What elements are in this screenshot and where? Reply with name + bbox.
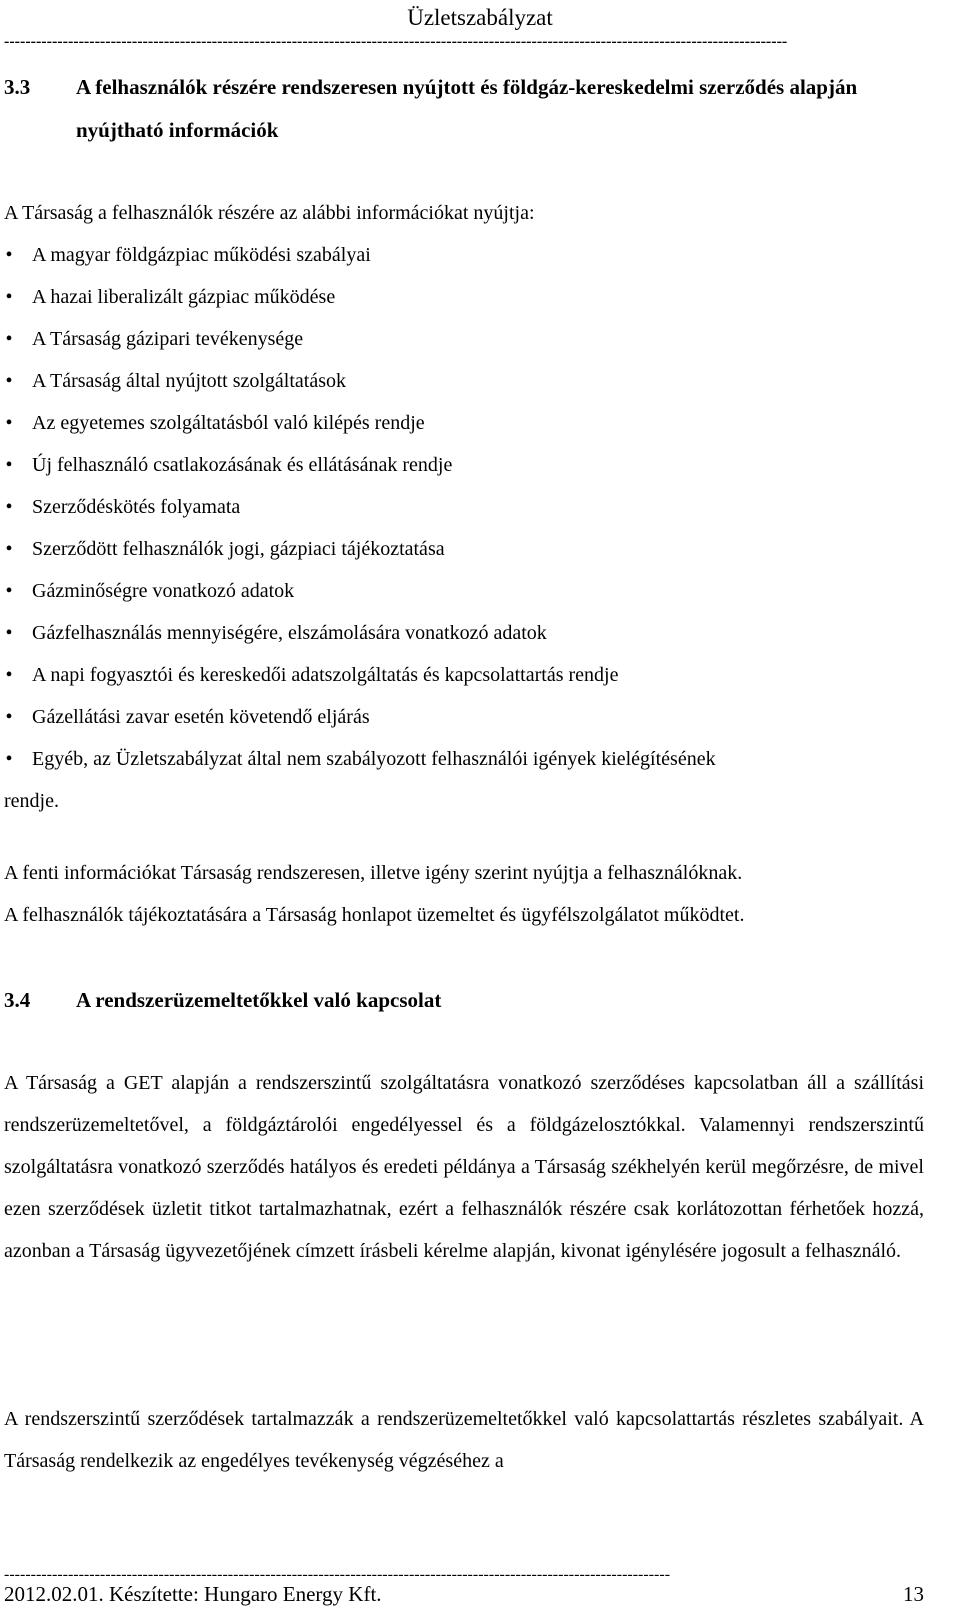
bullet-icon: • — [5, 580, 13, 602]
list-item: • A Társaság gázipari tevékenysége — [4, 318, 924, 360]
section-number: 3.4 — [4, 988, 31, 1012]
bullet-icon: • — [5, 664, 13, 686]
section-title: A rendszerüzemeltetőkkel való kapcsolat — [76, 988, 442, 1012]
bullet-icon: • — [5, 538, 13, 560]
list-item: • A napi fogyasztói és kereskedői adatszolgáltatás és kapcsolattartás rendje — [4, 654, 924, 696]
system-operator-paragraph: A Társaság a GET alapján a rendszerszintű szolgáltatásra vonatkozó szerződéses kapcsolatban áll a szállítási rendszerüzemeltetővel, a földgáztárolói engedélyessel és a földgázelosztókkal. Valamennyi rendszerszintű szolgáltatásra vonatkozó szerződés hatályos és eredeti példánya a Társaság székhelyén kerül megőrzésre, de mivel ezen szerződések üzletit titkot tartalmazhatnak, ezért a felhasználók részére csak korlátozottan férhetőek hozzá, azonban a Társaság ügyvezetőjének címzett írásbeli kérelme alapján, kivonat igénylésére jogosult a felhasználó. — [4, 1072, 924, 1262]
bullet-icon: • — [5, 286, 13, 308]
customer-service-paragraph: A felhasználók tájékoztatására a Társaság honlapot üzemeltet és ügyfélszolgálatot működtet. — [4, 904, 745, 926]
bullet-icon: • — [5, 454, 13, 476]
information-list — [4, 234, 924, 822]
system-contracts-paragraph: A rendszerszintű szerződések tartalmazzák a rendszerüzemeltetőkkel való kapcsolattartás részletes szabályait. A Társaság rendelkezik az engedélyes tevékenység végzéséhez a — [4, 1408, 924, 1472]
list-item: • Az egyetemes szolgáltatásból való kilépés rendje — [4, 402, 924, 444]
bullet-icon: • — [5, 412, 13, 434]
footer-author: 2012.02.01. Készítette: Hungaro Energy Kft. — [4, 1582, 382, 1606]
section-number: 3.3 — [4, 75, 31, 99]
list-item: • A hazai liberalizált gázpiac működése — [4, 276, 924, 318]
bullet-icon: • — [5, 370, 13, 392]
info-frequency-paragraph: A fenti információkat Társaság rendszeresen, illetve igény szerint nyújtja a felhasználóknak. — [4, 862, 743, 884]
list-item-continuation: rendje. — [4, 790, 59, 812]
list-item: • Gázfelhasználás mennyiségére, elszámolására vonatkozó adatok — [4, 612, 924, 654]
list-item: • Szerződött felhasználók jogi, gázpiaci tájékoztatása — [4, 528, 924, 570]
footer-divider: ----------------------------------------------------------------------------------------------------------------------------- — [4, 1568, 671, 1582]
list-item: • Egyéb, az Üzletszabályzat által nem szabályozott felhasználói igények kielégítésének rendje. — [4, 738, 924, 822]
bullet-icon: • — [5, 328, 13, 350]
bullet-icon: • — [5, 748, 13, 770]
list-item: • A Társaság által nyújtott szolgáltatások — [4, 360, 924, 402]
page-number: 13 — [903, 1582, 924, 1606]
list-item: • A magyar földgázpiac működési szabályai — [4, 234, 924, 276]
bullet-icon: • — [5, 706, 13, 728]
intro-paragraph: A Társaság a felhasználók részére az alábbi információkat nyújtja: — [4, 202, 535, 224]
header-divider: --------------------------------------------------------------------------------------------------------------------------------------------------- — [4, 35, 788, 49]
list-item: • Új felhasználó csatlakozásának és ellátásának rendje — [4, 444, 924, 486]
list-item: • Gázminőségre vonatkozó adatok — [4, 570, 924, 612]
header-title: Üzletszabályzat — [407, 5, 553, 30]
section-title: A felhasználók részére rendszeresen nyújtott és földgáz-kereskedelmi szerződés alapján nyújtható információk — [76, 75, 858, 142]
bullet-icon: • — [5, 622, 13, 644]
list-item: • Szerződéskötés folyamata — [4, 486, 924, 528]
bullet-icon: • — [5, 496, 13, 518]
list-item: • Gázellátási zavar esetén követendő eljárás — [4, 696, 924, 738]
bullet-icon: • — [5, 244, 13, 266]
